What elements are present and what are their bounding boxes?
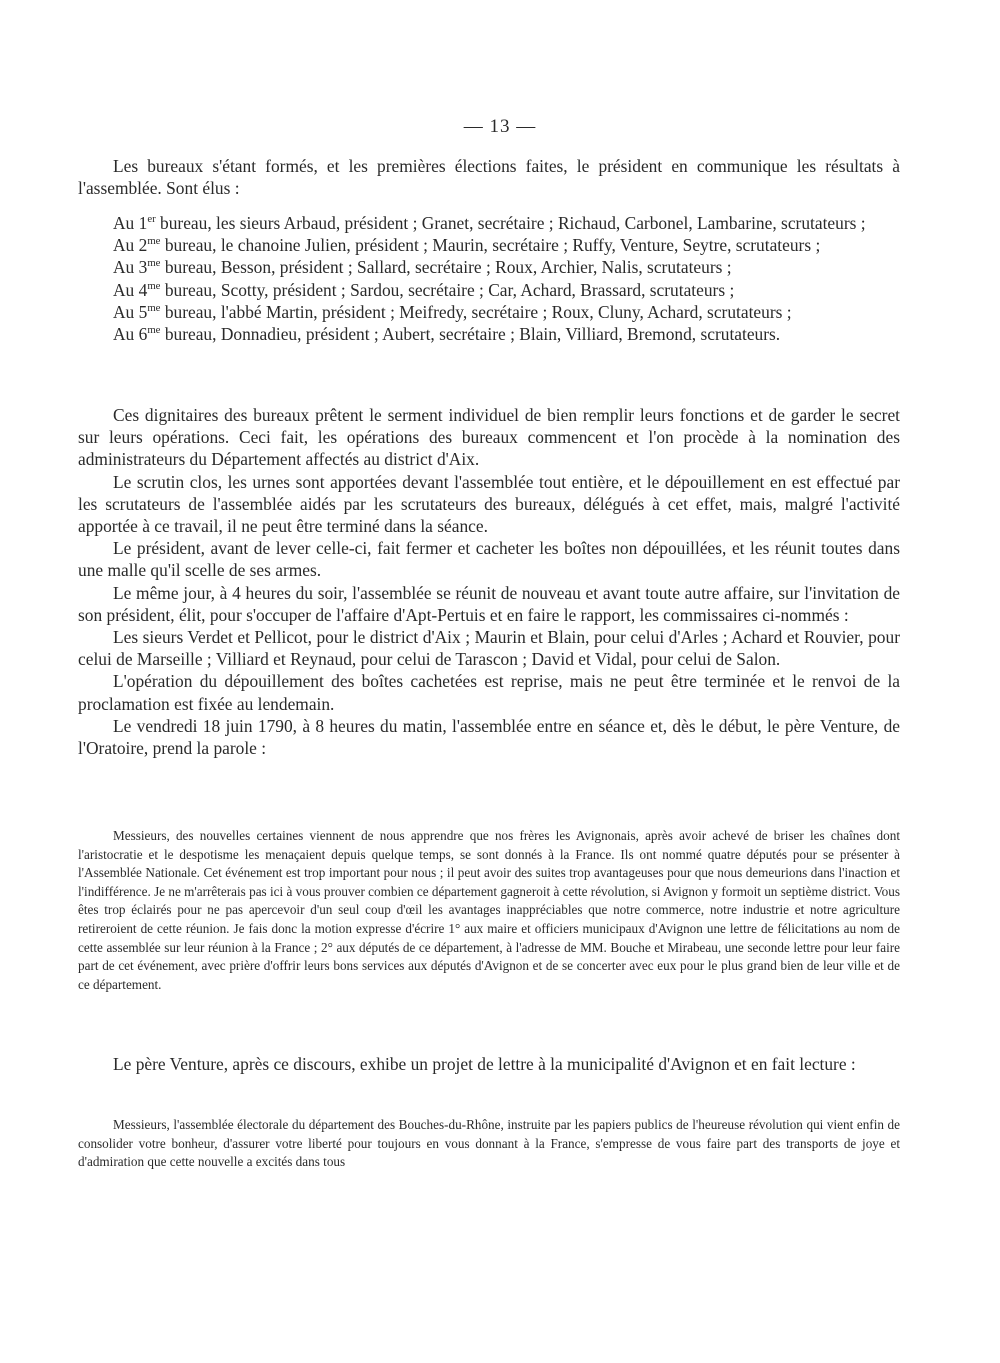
bureau-entry-1: Au 1er bureau, les sieurs Arbaud, président ; Granet, secrétaire ; Richaud, Carbonel, Lambarine, scrutateurs ; (113, 213, 866, 233)
bureau-entry-5: Au $5^{me}$ bureau, l'abbé Martin, président ; Meifredy, secrétaire ; Roux, Cluny, Achard, scrutateurs ; (113, 301, 792, 322)
bureaux-list (78, 212, 900, 345)
after-speech-paragraph: Le père Venture, après ce discours, exhibe un projet de lettre à la municipalité d'Avignon et en fait lecture : (113, 1054, 856, 1074)
bureau-entry-2: Au $2^{me}$ bureau, le chanoine Julien, président ; Maurin, secrétaire ; Ruffy, Venture, Seytre, scrutateurs ; (113, 235, 821, 256)
paragraph-meme-jour: Le même jour, à 4 heures du soir, l'assemblée se réunit de nouveau et avant toute autre affaire, sur l'invitation de son président, élit, pour s'occuper de l'affaire d'Apt-Pertuis et en faire le rapport, les commissaires ci-nommés : (78, 582, 900, 625)
intro-block (78, 155, 900, 199)
speech-text: Messieurs, des nouvelles certaines viennent de nous apprendre que nos frères les Avignonais, après avoir achevé de briser les chaînes dont l'aristocratie et le despotisme les menaçaient depuis quelque temps, se sont donnés à la France. Ils ont nommé quatre députés pour se présenter à l'Assemblée Nationale. Cet événement est trop important pour nous ; il peut avoir des suites trop avantageuses pour que nous demeurions dans l'inaction et l'indifférence. Je ne m'arrêterais pas ici à vous prouver combien ce département gagneroit à cette révolution, si Avignon y formoit un septième district. Vous êtes trop éclairés pour ne pas apercevoir d'un seul coup d'œil les avantages inappréciables que notre commerce, notre industrie et notre agriculture retireroient de cette réunion. Je fais donc la motion expresse d'écrire 1° aux maire et officiers municipaux d'Avignon une lettre de félicitations au nom de cette assemblée sur leur réunion à la France ; 2° aux députés de ce département, à l'adresse de MM. Bouche et Mirabeau, une seconde lettre pour leur faire part de cet événement, avec prière d'offrir leurs bons services aux députés d'Avignon et de se concerter avec eux pour le plus grand bien de leur ville et de ce département. (78, 828, 900, 992)
letter-quote (78, 1116, 900, 1172)
paragraph-commissaires: Les sieurs Verdet et Pellicot, pour le district d'Aix ; Maurin et Blain, pour celui d'Arles ; Achard et Rouvier, pour celui de Marseille ; Villiard et Reynaud, pour celui de Tarascon ; David et Vidal, pour celui de Salon. (78, 627, 900, 670)
bureau-entry-4: Au $4^{me}$ bureau, Scotty, président ; Sardou, secrétaire ; Car, Achard, Brassard, scrutateurs ; (113, 279, 735, 300)
page-number: — 13 — (463, 116, 537, 137)
intro-paragraph: Les bureaux s'étant formés, et les premières élections faites, le président en communique les résultats à l'assemblée. Sont élus : (78, 156, 900, 199)
paragraph-serment: Ces dignitaires des bureaux prêtent le serment individuel de bien remplir leurs fonctions et de garder le secret sur leurs opérations. Ceci fait, les opérations des bureaux commencent et l'on procède à la nomination des administrateurs du Département affectés au district d'Aix. (78, 405, 900, 470)
bureau-entry-6: Au $6^{me}$ bureau, Donnadieu, président ; Aubert, secrétaire ; Blain, Villiard, Bremond, scrutateurs. (113, 324, 781, 345)
paragraph-scrutin: Le scrutin clos, les urnes sont apportées devant l'assemblée tout entière, et le dépouillement en est effectué par les scrutateurs de l'assemblée aidés par les scrutateurs des bureaux, délégués à cet effet, mais, malgré l'activité apportée à ce travail, il ne peut être terminé dans la séance. (78, 471, 900, 537)
after-speech-block (78, 1053, 900, 1075)
letter-text: Messieurs, l'assemblée électorale du département des Bouches-du-Rhône, instruite par les papiers publics de l'heureuse révolution qui vient enfin de consolider votre bonheur, d'assurer votre liberté pour toujours en vous donnant à la France, s'empresse de vous faire part des transports de joye et d'admiration que cette nouvelle a excités dans tous (78, 1117, 900, 1170)
paragraph-depouillement: L'opération du dépouillement des boîtes cachetées est reprise, mais ne peut être terminée et le renvoi de la proclamation est fixée au lendemain. (78, 671, 900, 714)
bureau-entry-3: Au $3^{me}$ bureau, Besson, président ; Sallard, secrétaire ; Roux, Archier, Nalis, scrutateurs ; (113, 257, 732, 278)
speech-quote (78, 827, 900, 994)
paragraph-president: Le président, avant de lever celle-ci, fait fermer et cacheter les boîtes non dépouillées, et les réunit toutes dans une malle qu'il scelle de ses armes. (78, 538, 900, 581)
paragraph-vendredi: Le vendredi 18 juin 1790, à 8 heures du matin, l'assemblée entre en séance et, dès le début, le père Venture, de l'Oratoire, prend la parole : (78, 715, 900, 759)
narrative-block (78, 404, 900, 759)
